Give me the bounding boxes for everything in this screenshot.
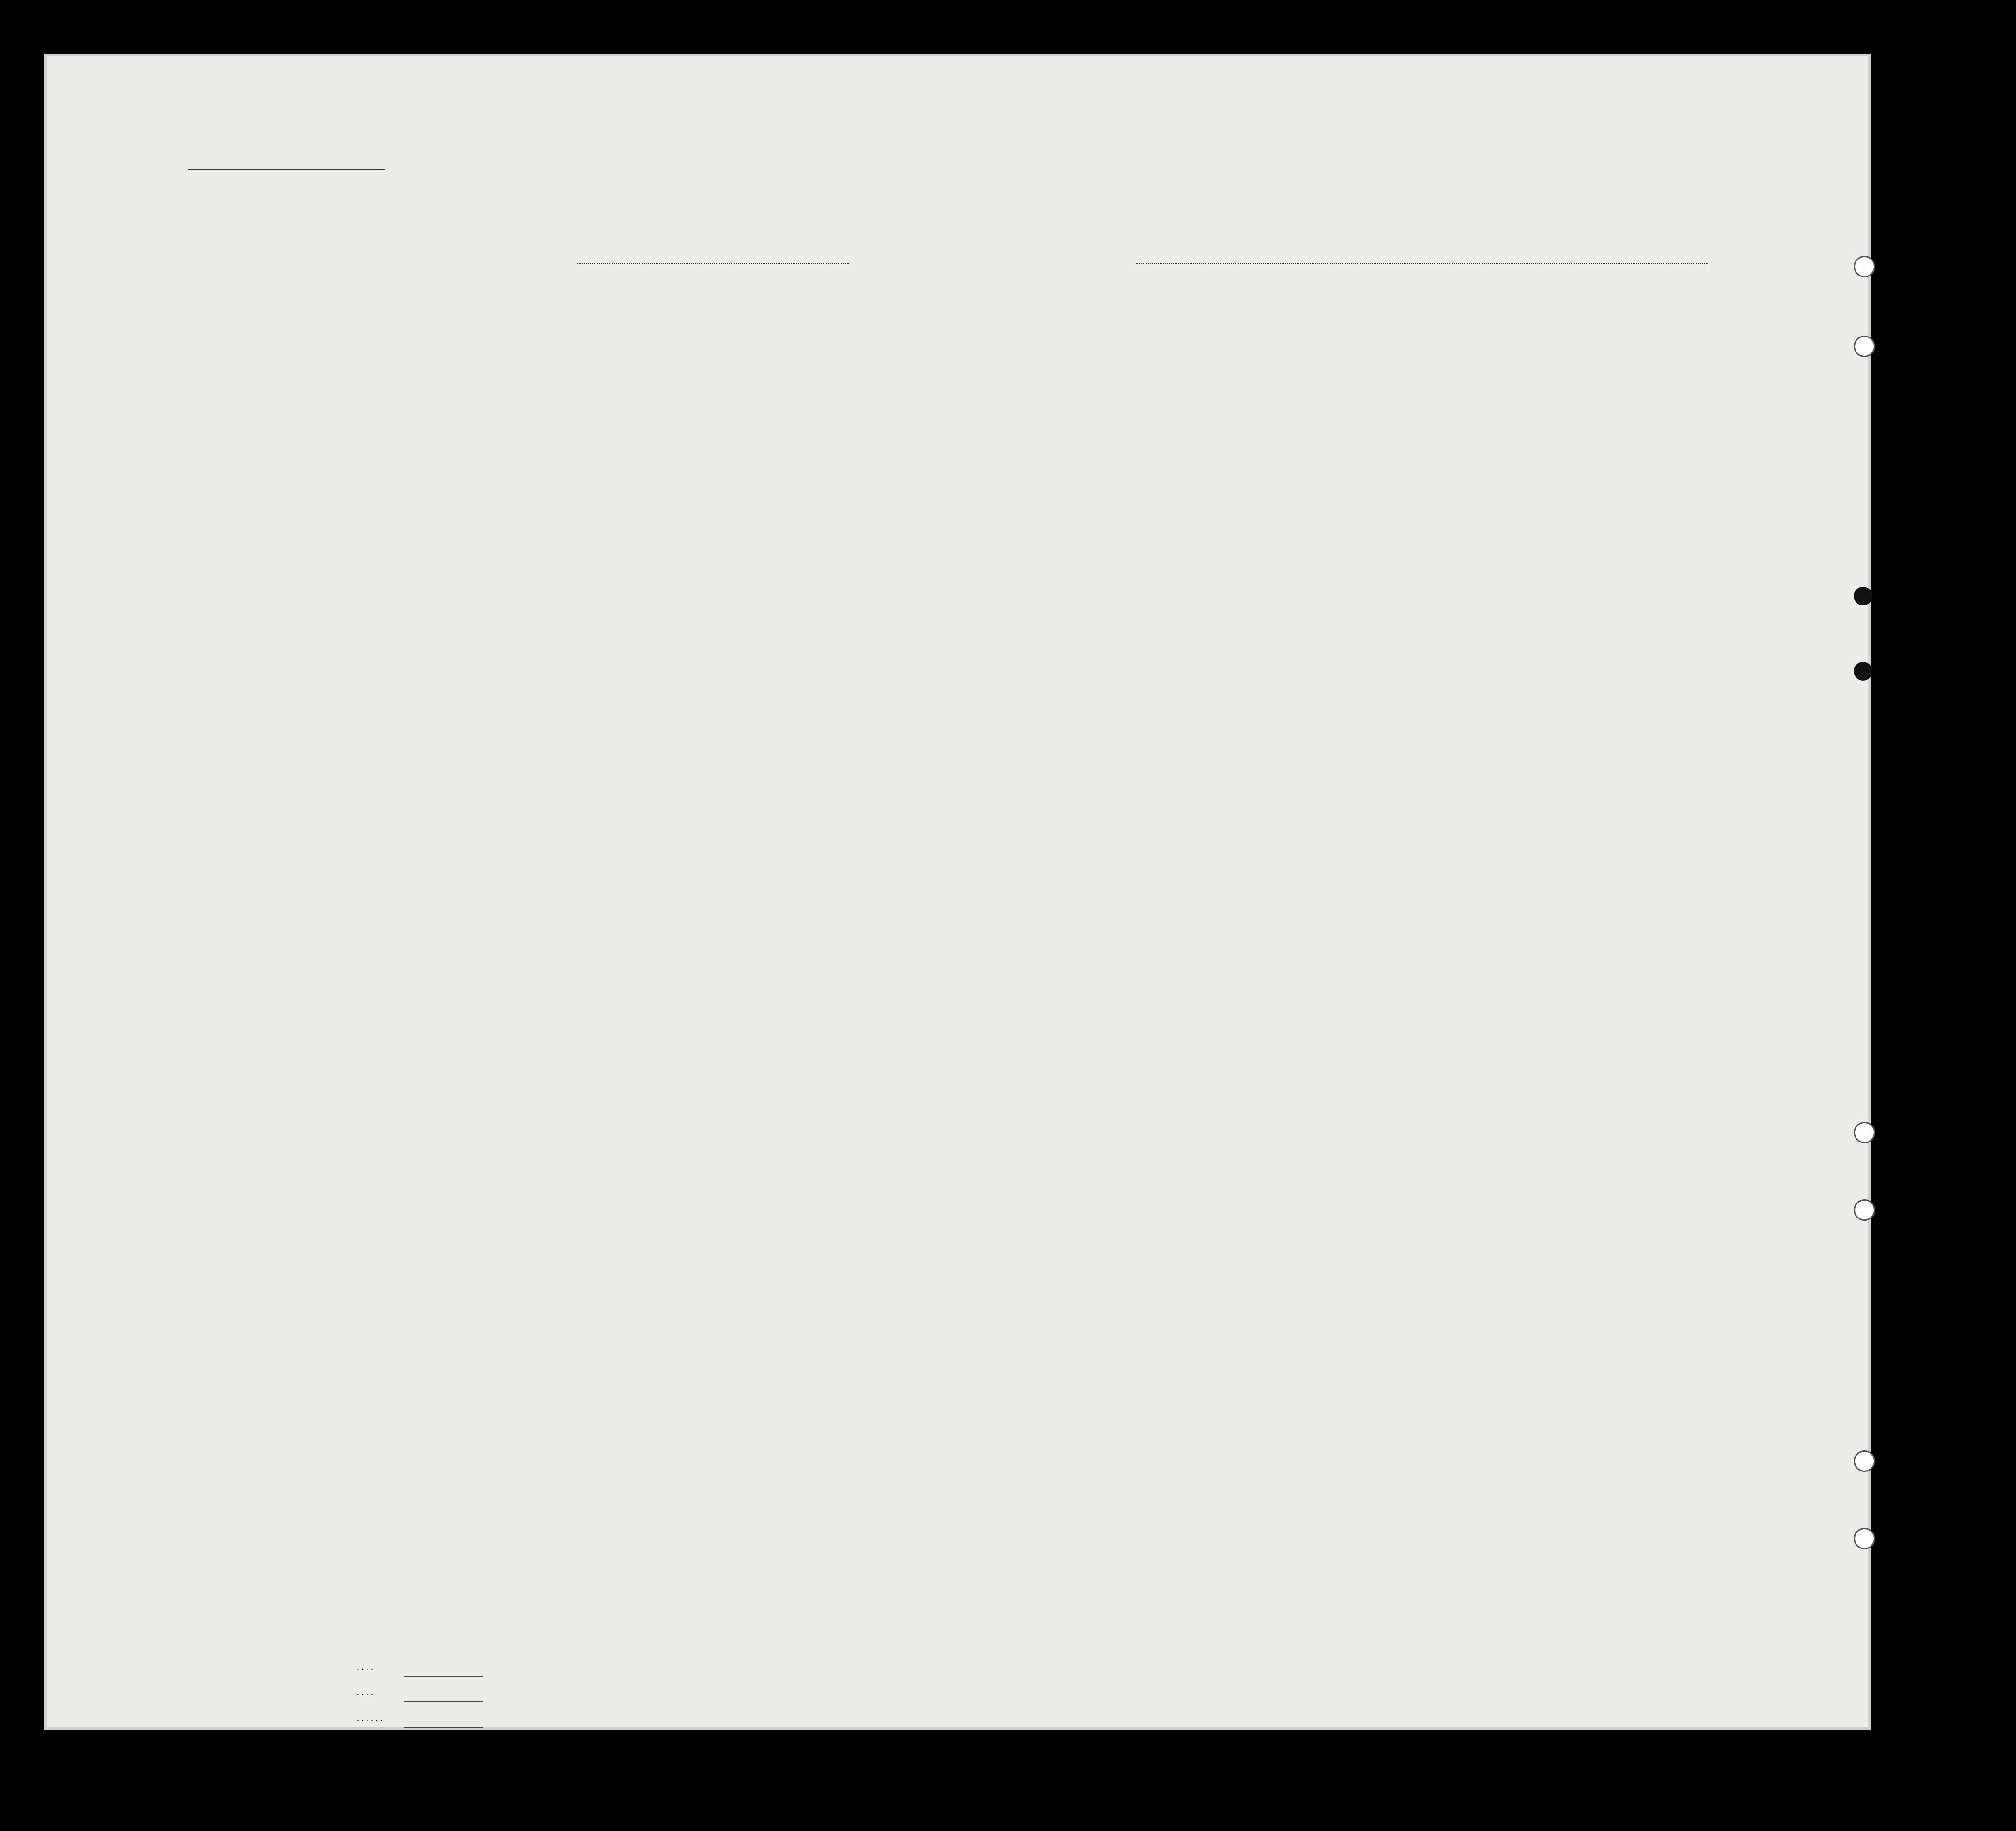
us-line <box>404 1701 483 1702</box>
aliens-line <box>404 1727 483 1728</box>
binder-hole <box>1854 662 1872 681</box>
aliens-dots: . . . . . . <box>357 1713 382 1724</box>
total-dots: . . . . <box>357 1662 373 1672</box>
binder-hole <box>1854 587 1872 605</box>
binder-ring <box>1854 1528 1875 1549</box>
total-line <box>404 1676 483 1677</box>
list-underline <box>188 169 385 170</box>
date-underline <box>1136 263 1708 264</box>
binder-ring <box>1854 1199 1875 1221</box>
binder-ring <box>1854 256 1875 277</box>
us-dots: . . . . <box>357 1687 373 1698</box>
binder-ring <box>1854 1122 1875 1143</box>
ship-underline <box>577 263 849 264</box>
binder-ring <box>1854 1450 1875 1472</box>
binder-ring <box>1854 336 1875 357</box>
